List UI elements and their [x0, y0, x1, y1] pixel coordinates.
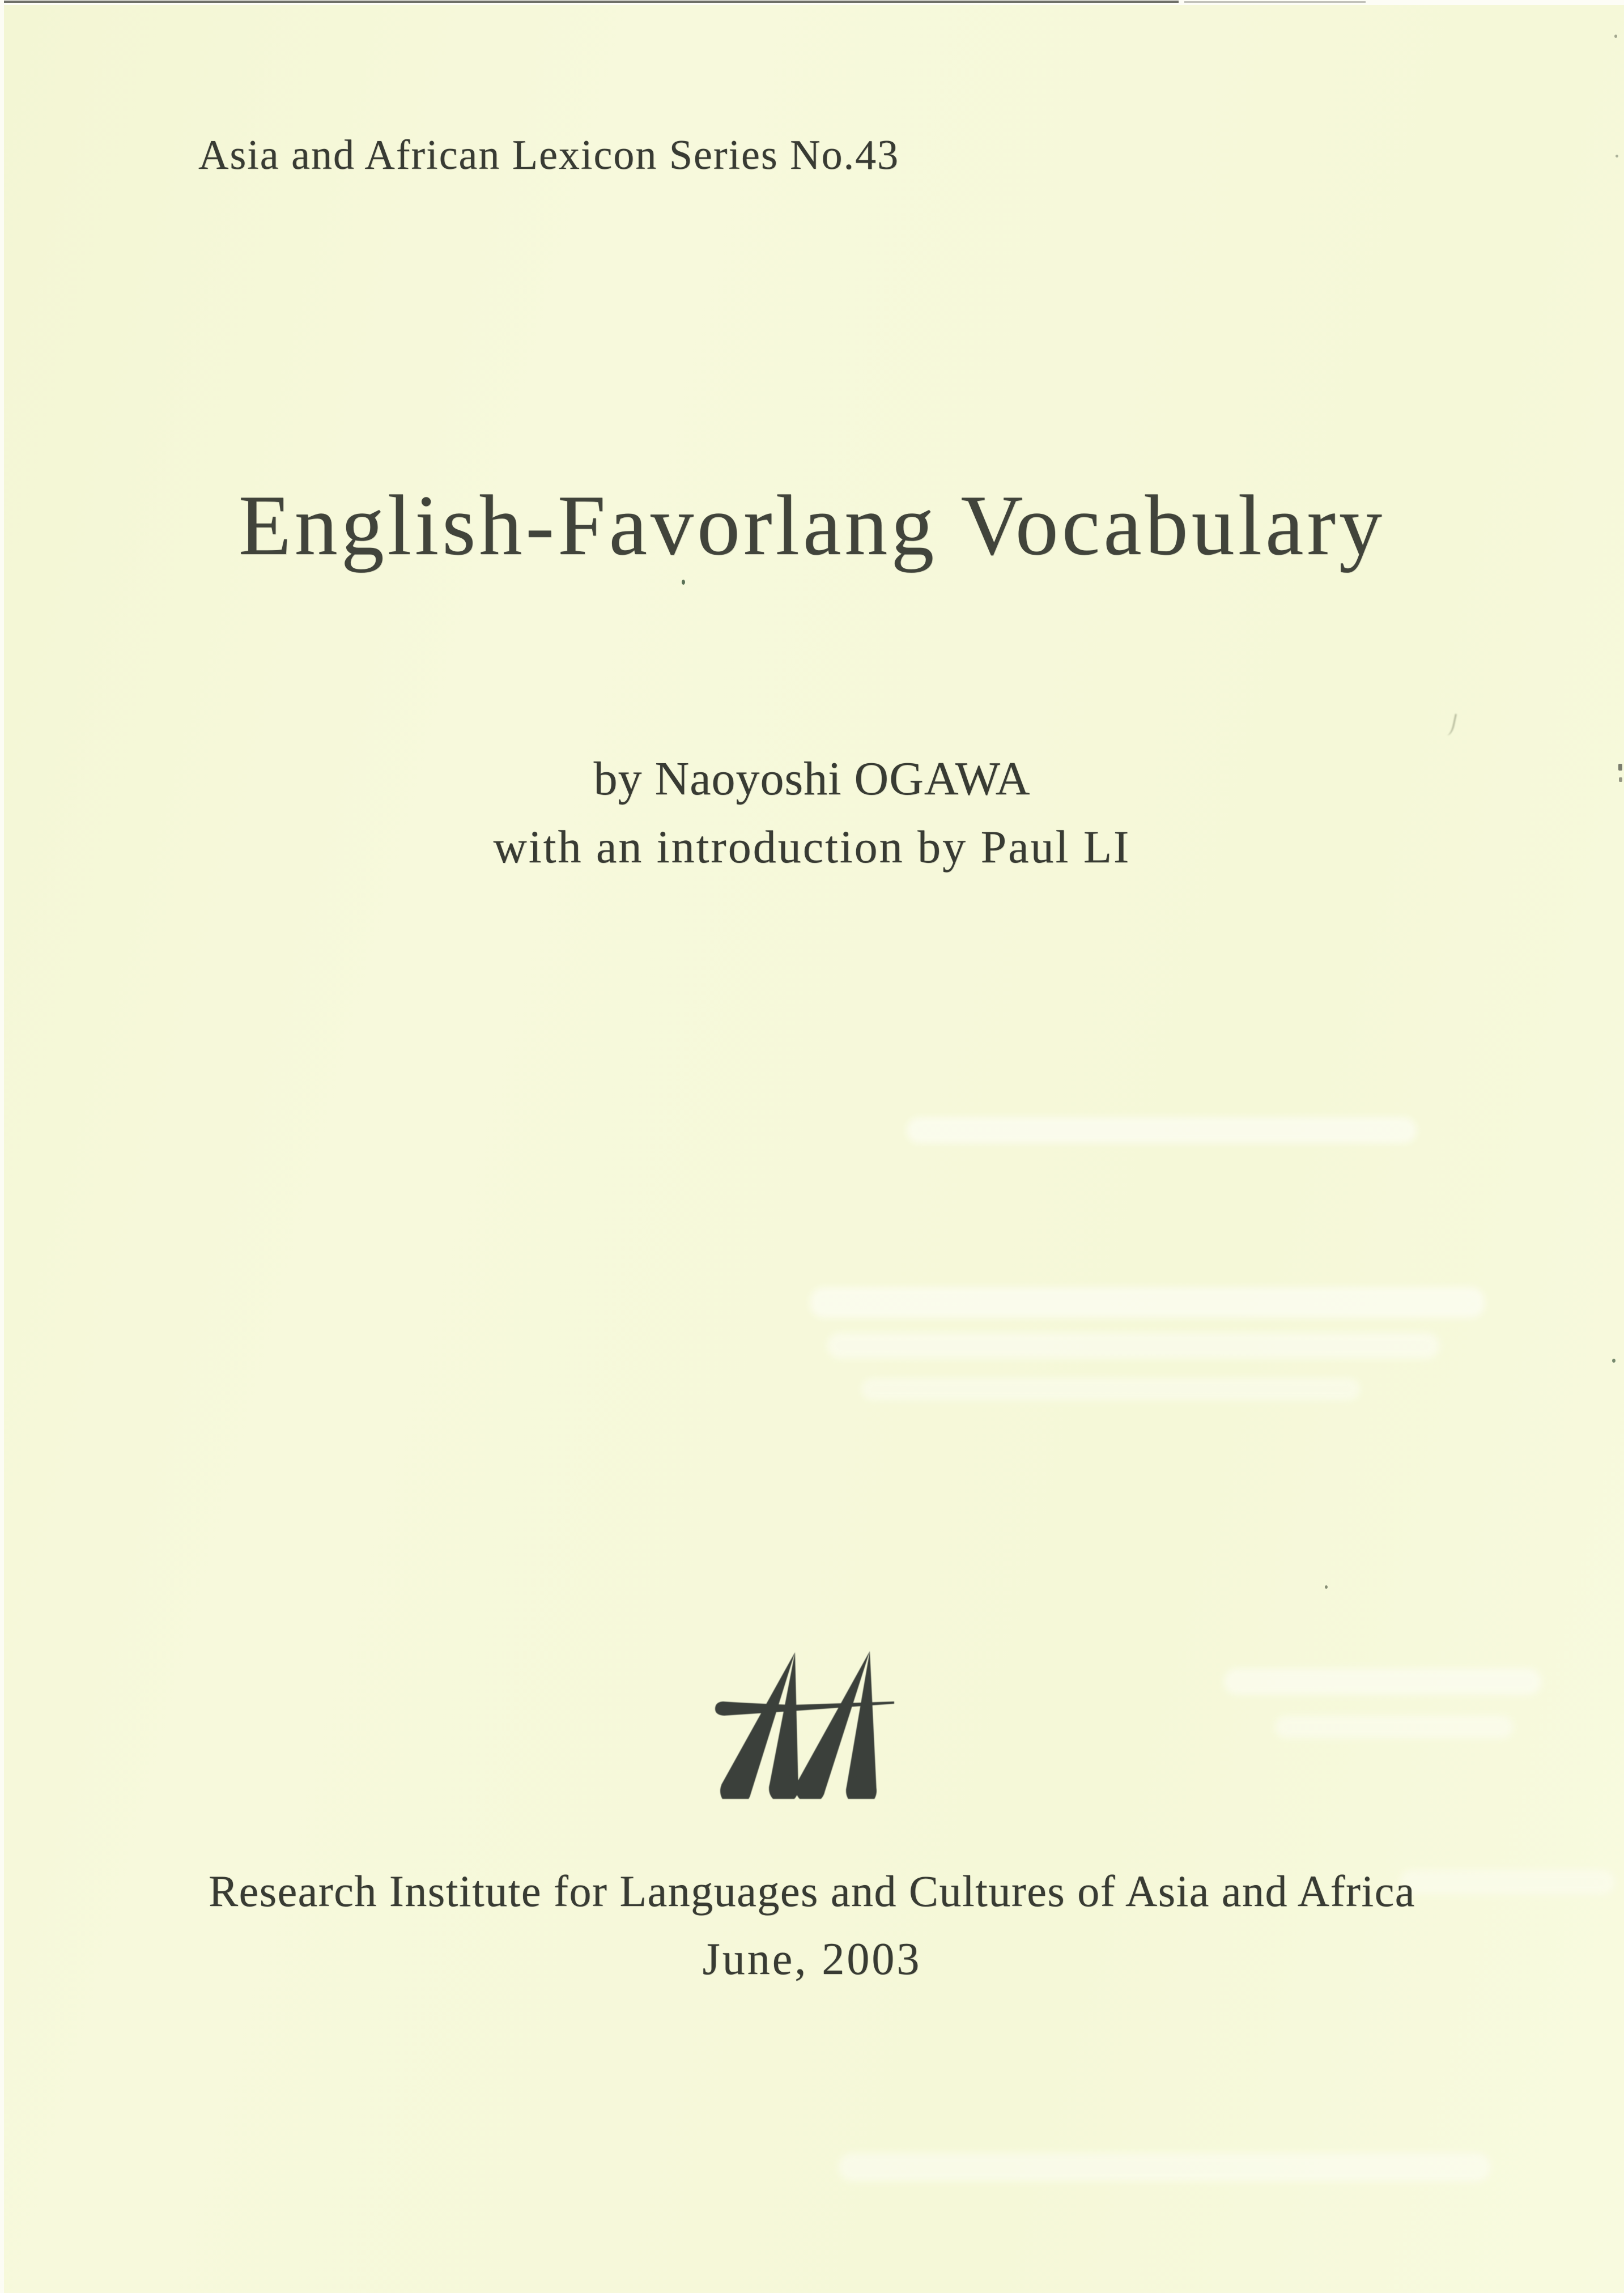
scan-speck [1325, 1585, 1328, 1589]
scan-scratch-mark [1442, 712, 1457, 736]
showthrough-ghost [827, 1333, 1439, 1359]
showthrough-ghost [1224, 1669, 1541, 1695]
scan-speck [1614, 35, 1617, 38]
scan-edge-top-hairline [0, 1, 1179, 3]
scan-speck [1616, 155, 1618, 158]
ilcaa-double-a-logo-icon [713, 1643, 894, 1799]
book-title: English-Favorlang Vocabulary [238, 478, 1386, 573]
showthrough-ghost [1275, 1716, 1513, 1738]
publication-date: June, 2003 [702, 1934, 922, 1984]
series-label: Asia and African Lexicon Series No.43 [198, 132, 900, 178]
showthrough-ghost [861, 1378, 1360, 1401]
scan-edge-top-hairline-tail [1184, 1, 1366, 3]
showthrough-ghost [810, 1287, 1485, 1318]
introduction-line: with an introduction by Paul LI [493, 821, 1131, 873]
showthrough-ghost [907, 1117, 1417, 1143]
scan-speck [1612, 1359, 1616, 1363]
showthrough-ghost [839, 2153, 1490, 2181]
scan-speck [1618, 764, 1622, 771]
scan-speck [682, 580, 685, 585]
author-line: by Naoyoshi OGAWA [593, 752, 1031, 805]
publisher-line: Research Institute for Languages and Cultures of Asia and Africa [209, 1866, 1415, 1916]
scan-speck [1619, 777, 1622, 782]
